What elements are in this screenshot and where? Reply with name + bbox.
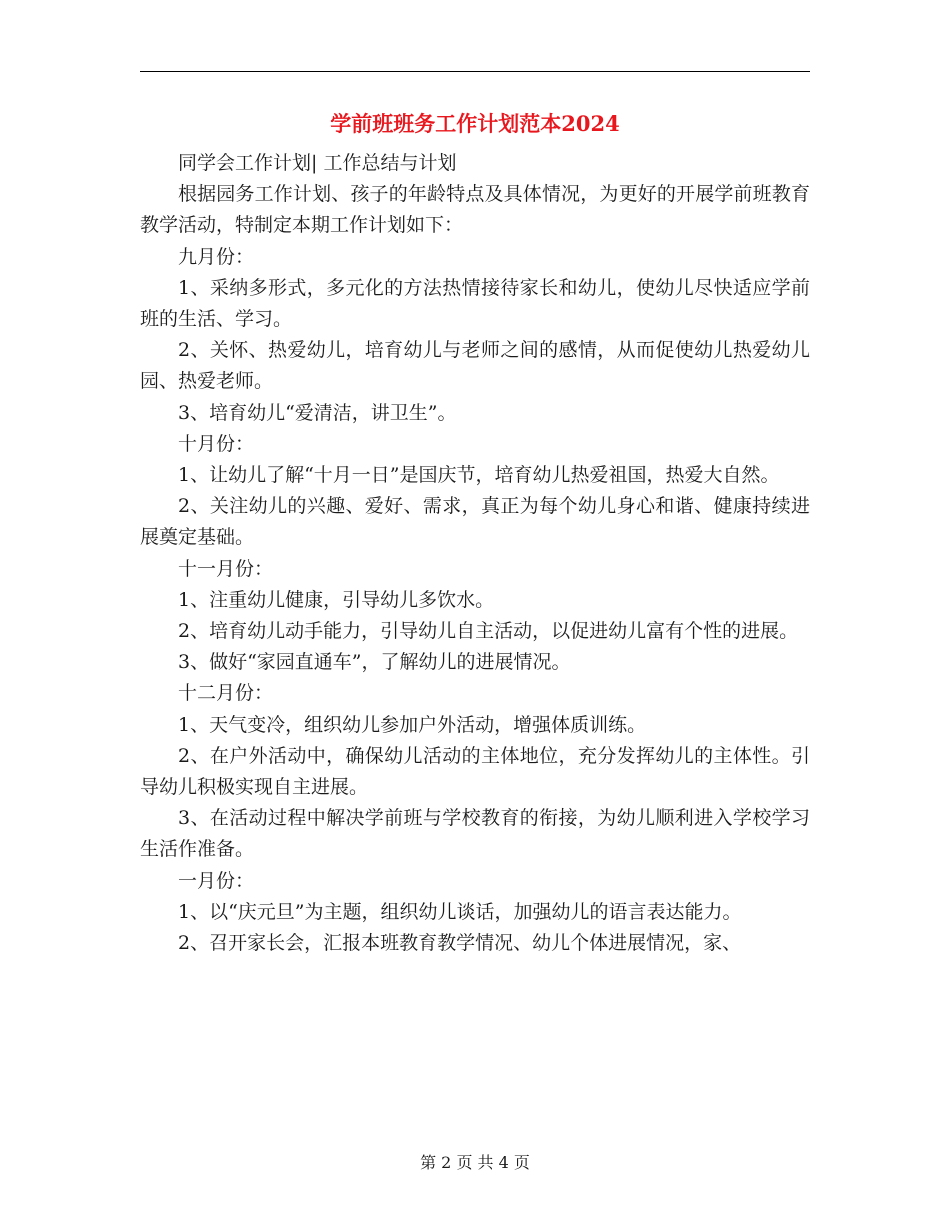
document-title: 学前班班务工作计划范本2024: [330, 111, 620, 136]
document-body: [140, 148, 810, 959]
page-number: 第 2 页 共 4 页: [420, 1153, 530, 1172]
list-item: 2、关注幼儿的兴趣、爱好、需求，真正为每个幼儿身心和谐、健康持续进展奠定基础。: [140, 495, 810, 549]
list-item: 3、做好“家园直通车”，了解幼儿的进展情况。: [178, 651, 571, 674]
list-item: 2、在户外活动中，确保幼儿活动的主体地位，充分发挥幼儿的主体性。引导幼儿积极实现自主进展。: [140, 744, 810, 799]
list-item: 1、让幼儿了解“十月一日”是国庆节，培育幼儿热爱祖国，热爱大自然。: [178, 464, 780, 487]
list-item: 1、以“庆元旦”为主题，组织幼儿谈话，加强幼儿的语言表达能力。: [178, 900, 742, 923]
list-item: 2、召开家长会，汇报本班教育教学情况、幼儿个体进展情况，家、: [178, 932, 742, 955]
section-heading: 一月份：: [178, 869, 255, 892]
section-heading: 十一月份：: [178, 557, 274, 580]
list-item: 2、培育幼儿动手能力，引导幼儿自主活动，以促进幼儿富有个性的进展。: [178, 620, 799, 643]
section-heading: 九月份：: [178, 245, 255, 268]
paragraph: 根据园务工作计划、孩子的年龄特点及具体情况，为更好的开展学前班教育教学活动，特制定本期工作计划如下：: [140, 183, 810, 237]
list-item: 3、培育幼儿“爱清洁，讲卫生”。: [178, 401, 457, 424]
list-item: 1、注重幼儿健康，引导幼儿多饮水。: [178, 588, 495, 611]
section-heading: 十月份：: [178, 432, 255, 455]
header-rule: [140, 71, 810, 72]
paragraph: 同学会工作计划| 工作总结与计划: [178, 152, 457, 174]
list-item: 2、关怀、热爱幼儿，培育幼儿与老师之间的感情，从而促使幼儿热爱幼儿园、热爱老师。: [140, 339, 810, 393]
section-heading: 十二月份：: [178, 682, 274, 705]
list-item: 1、采纳多形式，多元化的方法热情接待家长和幼儿，使幼儿尽快适应学前班的生活、学习。: [140, 276, 810, 331]
list-item: 1、天气变冷，组织幼儿参加户外活动，增强体质训练。: [178, 713, 647, 736]
list-item: 3、在活动过程中解决学前班与学校教育的衔接，为幼儿顺利进入学校学习生活作准备。: [140, 807, 810, 861]
